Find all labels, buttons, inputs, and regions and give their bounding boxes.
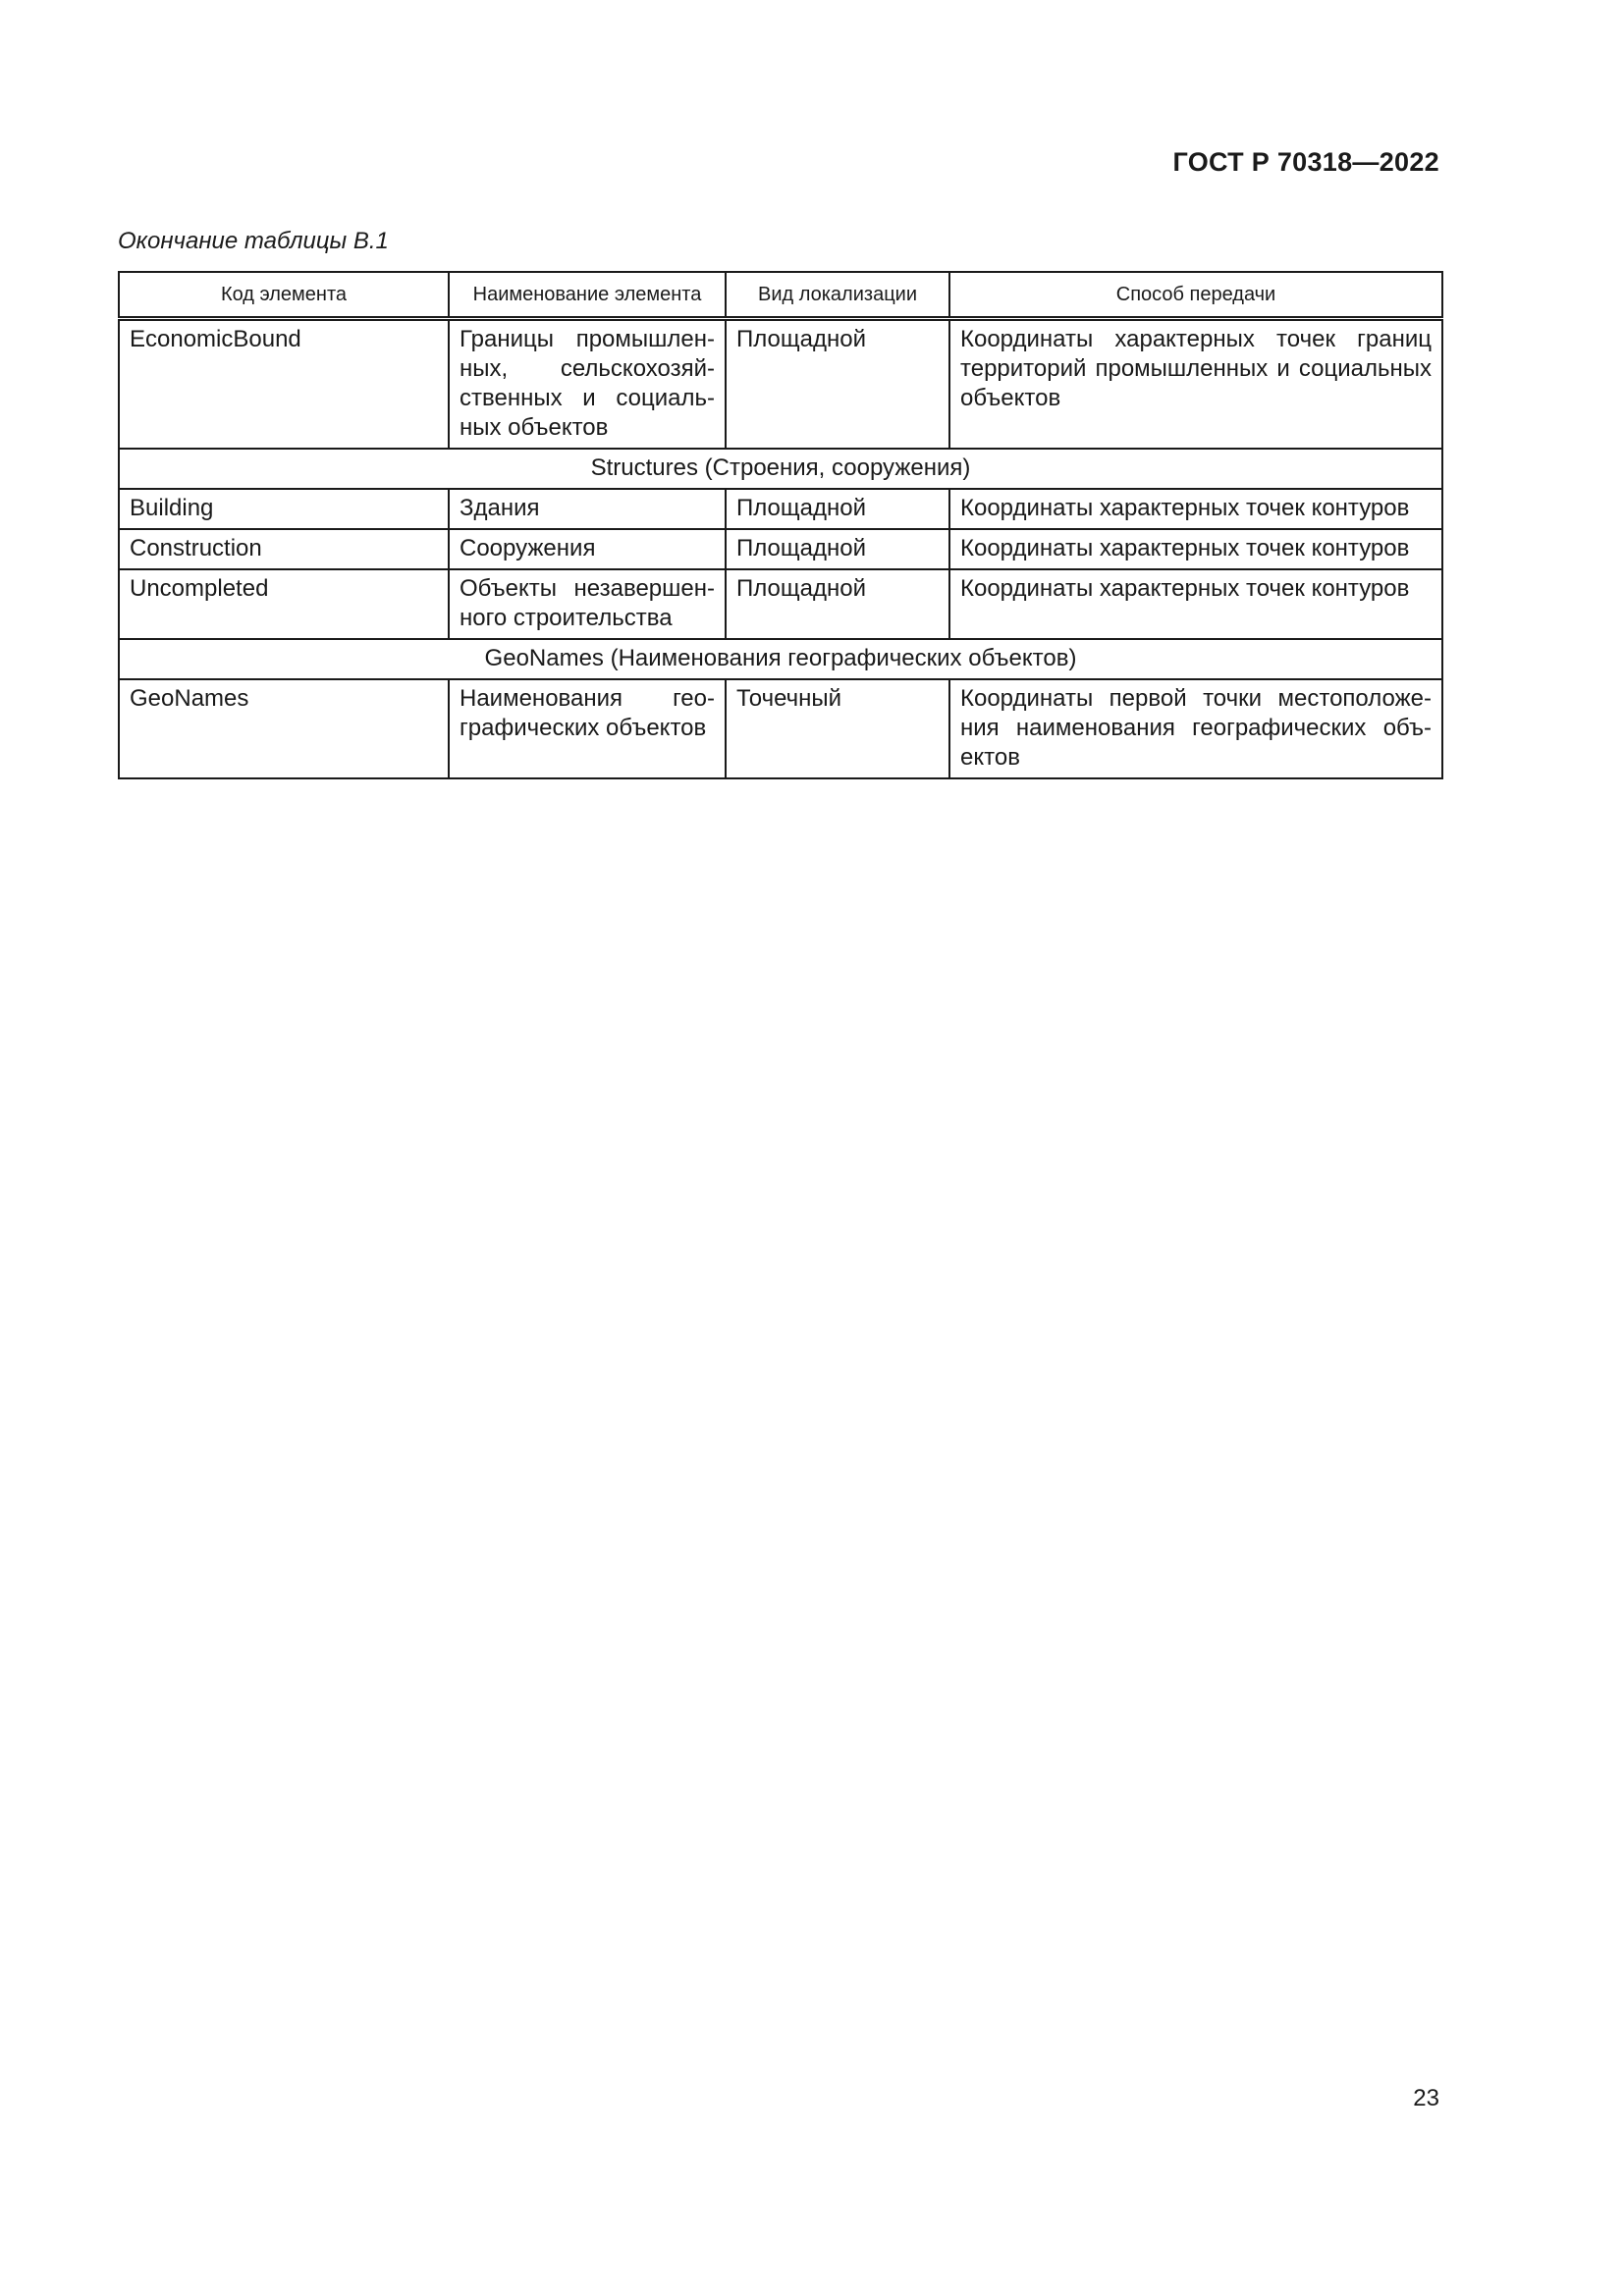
cell-localization: Площадной <box>726 319 949 450</box>
table-row <box>119 679 1442 778</box>
section-row <box>119 449 1442 489</box>
table-row <box>119 319 1442 450</box>
cell-method: Координаты первой точки местоположения наименования географических объектов <box>949 679 1442 778</box>
cell-code: Building <box>119 489 449 529</box>
cell-name: Объекты незавершенного строительства <box>449 569 726 639</box>
table-header-row <box>119 272 1442 319</box>
table-caption: Окончание таблицы В.1 <box>118 228 389 254</box>
cell-localization: Площадной <box>726 529 949 569</box>
cell-code: EconomicBound <box>119 319 449 450</box>
column-header-name: Наименование элемента <box>449 272 726 319</box>
cell-name: Здания <box>449 489 726 529</box>
cell-code: Uncompleted <box>119 569 449 639</box>
section-geonames: GeoNames (Наименования географических объектов) <box>119 639 1442 679</box>
section-row <box>119 639 1442 679</box>
column-header-code: Код элемента <box>119 272 449 319</box>
cell-code: Construction <box>119 529 449 569</box>
cell-method: Координаты характерных точек контуров <box>949 569 1442 639</box>
cell-localization: Точечный <box>726 679 949 778</box>
page-number: 23 <box>1413 2085 1439 2111</box>
cell-method: Координаты характерных точек контуров <box>949 529 1442 569</box>
cell-method: Координаты характерных точек контуров <box>949 489 1442 529</box>
cell-name: Сооружения <box>449 529 726 569</box>
cell-localization: Площадной <box>726 569 949 639</box>
table-row <box>119 569 1442 639</box>
cell-name: Границы промышленных, сельскохозяйственных и социальных объектов <box>449 319 726 450</box>
cell-localization: Площадной <box>726 489 949 529</box>
document-header: ГОСТ Р 70318—2022 <box>1172 147 1439 177</box>
cell-code: GeoNames <box>119 679 449 778</box>
section-structures: Structures (Строения, сооружения) <box>119 449 1442 489</box>
table-row <box>119 529 1442 569</box>
cell-method: Координаты характерных точек границ территорий промышленных и социальных объектов <box>949 319 1442 450</box>
cell-name: Наименования географических объектов <box>449 679 726 778</box>
element-table <box>118 271 1443 779</box>
table-row <box>119 489 1442 529</box>
column-header-method: Способ передачи <box>949 272 1442 319</box>
column-header-localization: Вид локализации <box>726 272 949 319</box>
